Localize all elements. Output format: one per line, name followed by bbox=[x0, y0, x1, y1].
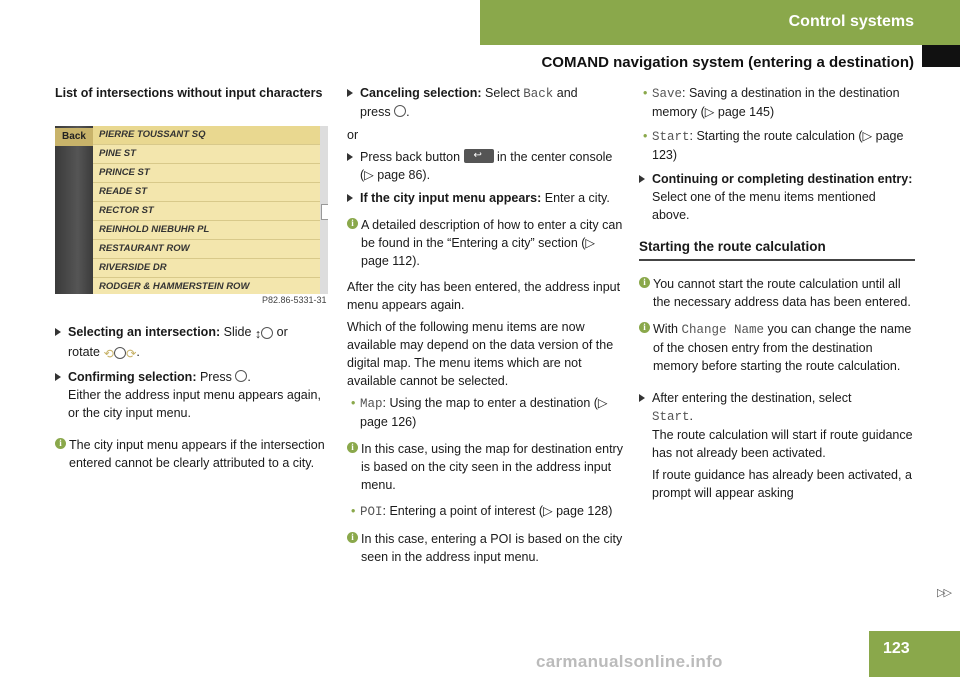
step-confirming: Confirming selection: Press . Either the address input menu appears again, or the city input menu. bbox=[55, 368, 330, 422]
info-icon: i bbox=[55, 438, 66, 449]
chapter-tab bbox=[922, 45, 960, 67]
bullet-poi bbox=[347, 502, 625, 521]
rotate-knob-icon: ⟲ ⟳ bbox=[103, 347, 137, 361]
step-text: After entering the destination, select bbox=[652, 391, 852, 405]
or-text: or bbox=[347, 128, 359, 142]
info-note bbox=[639, 320, 915, 375]
menu-term: Start bbox=[652, 130, 690, 144]
step-label: Continuing or completing destination entry: bbox=[652, 172, 913, 186]
info-icon: i bbox=[639, 322, 650, 333]
bullet-icon: • bbox=[643, 129, 648, 143]
bullet-text: : Using the map to enter a destination (▷ page 126) bbox=[360, 396, 608, 429]
section-heading: Starting the route calculation bbox=[639, 238, 915, 261]
bullet-icon: • bbox=[643, 86, 648, 100]
info-note bbox=[639, 275, 915, 311]
arrow-icon bbox=[55, 373, 61, 381]
menu-term: Save bbox=[652, 87, 683, 101]
continued-icon: ▷▷ bbox=[937, 587, 950, 599]
bullet-text: : Starting the route calculation (▷ page 123) bbox=[652, 129, 904, 162]
step-text: Either the address input menu appears again, or the city input menu. bbox=[68, 388, 321, 420]
column-2 bbox=[347, 84, 625, 574]
scrollbar-thumb bbox=[321, 204, 328, 220]
bullet-start bbox=[639, 127, 915, 164]
step-text: If route guidance has already been activated, a prompt will appear asking bbox=[652, 468, 912, 500]
screen-image bbox=[55, 126, 328, 294]
list-item: RECTOR ST bbox=[93, 202, 320, 221]
bullet-icon: • bbox=[351, 504, 356, 518]
step-continuing bbox=[639, 170, 915, 224]
column-1-steps bbox=[55, 323, 330, 480]
note-text: The city input menu appears if the intersection entered cannot be clearly attributed to a city. bbox=[69, 438, 325, 470]
column-3 bbox=[639, 84, 915, 507]
note-text: you can change the name of the chosen entry from the destination memory before starting the route calculation. bbox=[653, 322, 912, 373]
list-item: PRINCE ST bbox=[93, 164, 320, 183]
bullet-text: : Saving a destination in the destination memory (▷ page 145) bbox=[652, 86, 900, 119]
step-text: press bbox=[360, 105, 391, 119]
step-text: Select bbox=[485, 86, 520, 100]
info-note bbox=[347, 530, 625, 566]
menu-term: Map bbox=[360, 397, 383, 411]
paragraph: Which of the following menu items are now available may depend on the data version of the digital map. The menu items which are not available cannot be selected. bbox=[347, 320, 614, 388]
press-knob-icon bbox=[394, 105, 406, 117]
step-text: Press back button bbox=[360, 150, 461, 164]
step-label: Canceling selection: bbox=[360, 86, 482, 100]
step-back-button bbox=[347, 148, 625, 184]
list-item: REINHOLD NIEBUHR PL bbox=[93, 221, 320, 240]
paragraph: After the city has been entered, the address input menu appears again. bbox=[347, 280, 621, 312]
info-icon: i bbox=[639, 277, 650, 288]
bullet-icon: • bbox=[351, 396, 356, 410]
note-text: In this case, using the map for destination entry is based on the city seen in the address input menu. bbox=[361, 442, 623, 492]
step-text: in the center console (▷ page 86). bbox=[360, 150, 613, 182]
step-after-entering: After entering the destination, select Start. The route calculation will start if route guidance has not already been activated. If route guidance has already been activated, a prompt will appear asking bbox=[639, 389, 915, 502]
info-icon: i bbox=[347, 218, 358, 229]
info-note bbox=[55, 436, 330, 472]
step-city-menu bbox=[347, 189, 625, 207]
list-item: READE ST bbox=[93, 183, 320, 202]
step-canceling: Canceling selection: Select Back and press . bbox=[347, 84, 625, 121]
step-label: If the city input menu appears: bbox=[360, 191, 542, 205]
back-button-icon bbox=[464, 149, 494, 163]
step-text: or bbox=[276, 325, 288, 339]
arrow-icon bbox=[55, 328, 61, 336]
arrow-icon bbox=[347, 153, 353, 161]
back-label: Back bbox=[55, 128, 93, 146]
section-title: Control systems bbox=[788, 13, 914, 30]
list-item: RODGER & HAMMERSTEIN ROW bbox=[93, 278, 320, 294]
step-text: Press bbox=[199, 370, 232, 384]
page-subtitle: COMAND navigation system (entering a destination) bbox=[541, 54, 914, 71]
list-heading: List of intersections without input characters bbox=[55, 86, 323, 100]
arrow-icon bbox=[347, 194, 353, 202]
menu-term: Change Name bbox=[681, 323, 764, 337]
page-number: 123 bbox=[883, 640, 910, 657]
arrow-icon bbox=[639, 175, 645, 183]
menu-term: POI bbox=[360, 505, 383, 519]
step-selecting: Selecting an intersection: Slide ↕ or rotate ⟲ ⟳. bbox=[55, 323, 330, 363]
press-knob-icon bbox=[235, 370, 247, 382]
bullet-text: : Entering a point of interest (▷ page 128) bbox=[382, 504, 613, 518]
step-text: Enter a city. bbox=[544, 191, 610, 205]
step-label: Selecting an intersection: bbox=[68, 325, 221, 339]
list-item: RIVERSIDE DR bbox=[93, 259, 320, 278]
column-1 bbox=[55, 84, 330, 114]
list-item: PINE ST bbox=[93, 145, 320, 164]
bullet-map bbox=[347, 394, 625, 431]
watermark: carmanualsonline.info bbox=[536, 652, 723, 671]
bullet-save bbox=[639, 84, 915, 121]
menu-term: Start bbox=[652, 410, 690, 424]
info-icon: i bbox=[347, 532, 358, 543]
image-caption: P82.86-5331-31 bbox=[262, 295, 327, 305]
note-text: With bbox=[653, 322, 678, 336]
step-text: Select one of the menu items mentioned above. bbox=[652, 190, 876, 222]
arrow-icon bbox=[347, 89, 353, 97]
step-text: rotate bbox=[68, 345, 100, 359]
step-text: and bbox=[556, 86, 578, 100]
intersection-list bbox=[93, 126, 320, 294]
note-text: You cannot start the route calculation until all the necessary address data has been entered. bbox=[653, 277, 911, 309]
note-text: In this case, entering a POI is based on the city seen in the address input menu. bbox=[361, 532, 623, 564]
list-item: RESTAURANT ROW bbox=[93, 240, 320, 259]
info-note bbox=[347, 216, 625, 270]
note-text: A detailed description of how to enter a city can be found in the “Entering a city” section (▷ page 112). bbox=[361, 218, 623, 268]
step-text: Slide bbox=[223, 325, 252, 339]
slide-knob-icon: ↕ bbox=[255, 325, 273, 343]
step-text: The route calculation will start if route guidance has not already been activated. bbox=[652, 428, 913, 460]
arrow-icon bbox=[639, 394, 645, 402]
step-label: Confirming selection: bbox=[68, 370, 197, 384]
list-item: PIERRE TOUSSANT SQ bbox=[93, 126, 320, 145]
menu-term: Back bbox=[523, 87, 554, 101]
screen-side-panel bbox=[55, 126, 93, 294]
info-note bbox=[347, 440, 625, 494]
info-icon: i bbox=[347, 442, 358, 453]
